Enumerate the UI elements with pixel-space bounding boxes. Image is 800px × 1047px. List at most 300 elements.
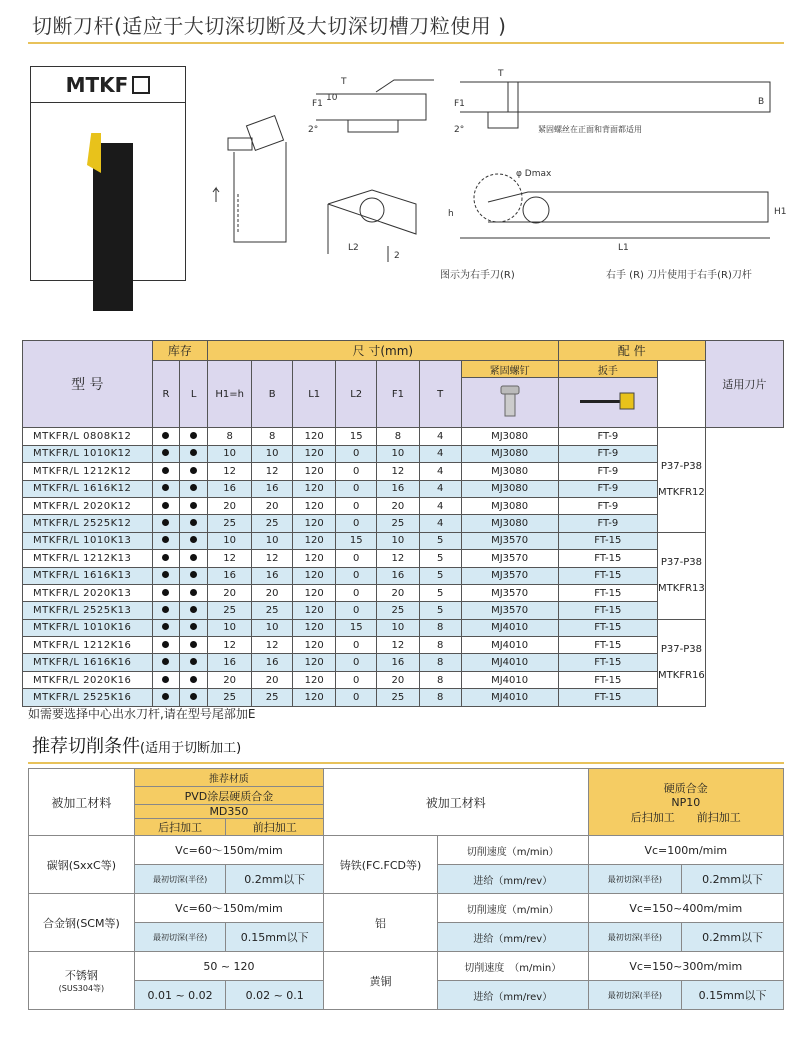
cell-h: 8 bbox=[208, 428, 252, 445]
stock-dot-icon bbox=[162, 554, 169, 561]
stock-cell bbox=[180, 602, 208, 619]
cell-screw: MJ3570 bbox=[461, 567, 558, 584]
right-depth-label: 最初切深(半径) bbox=[588, 981, 682, 1010]
dim-10: 10 bbox=[326, 93, 338, 103]
dim-h1: H1 bbox=[774, 207, 787, 217]
product-code: MTKF bbox=[31, 67, 185, 103]
dim-angle-2: 2° bbox=[454, 125, 465, 135]
stock-cell bbox=[180, 463, 208, 480]
cell-t: 4 bbox=[419, 497, 461, 514]
cell-model: MTKFR/L 2525K13 bbox=[23, 602, 153, 619]
stock-cell bbox=[180, 637, 208, 654]
dim-f1: F1 bbox=[312, 99, 323, 109]
stock-dot-icon bbox=[190, 658, 197, 665]
insert-image bbox=[87, 133, 101, 173]
cell-model: MTKFR/L 1010K12 bbox=[23, 445, 153, 462]
cell-screw: MJ3570 bbox=[461, 584, 558, 601]
cell-model: MTKFR/L 2020K13 bbox=[23, 584, 153, 601]
cell-f1: 25 bbox=[377, 515, 420, 532]
cell-b: 25 bbox=[252, 602, 293, 619]
cell-screw: MJ3080 bbox=[461, 497, 558, 514]
cell-model: MTKFR/L 1010K13 bbox=[23, 532, 153, 549]
dim-f1-2: F1 bbox=[454, 99, 465, 109]
cell-l1: 120 bbox=[293, 463, 336, 480]
cell-l1: 120 bbox=[293, 671, 336, 688]
dim-2: 2 bbox=[394, 251, 400, 261]
stock-dot-icon bbox=[190, 467, 197, 474]
insert-pages: P37-P38 bbox=[660, 643, 702, 655]
cell-t: 8 bbox=[419, 671, 461, 688]
stock-cell bbox=[180, 584, 208, 601]
cell-t: 8 bbox=[419, 689, 461, 706]
square-icon bbox=[132, 76, 150, 94]
left-material: 合金钢(SCM等) bbox=[29, 894, 135, 952]
cell-model: MTKFR/L 0808K12 bbox=[23, 428, 153, 445]
feed-label: 进给（mm/rev） bbox=[438, 981, 589, 1010]
cell-h: 16 bbox=[208, 567, 252, 584]
stock-cell bbox=[152, 550, 180, 567]
col-l2: L2 bbox=[336, 361, 377, 428]
cell-l1: 120 bbox=[293, 584, 336, 601]
cell-t: 5 bbox=[419, 532, 461, 549]
cell-wrench: FT-9 bbox=[558, 445, 657, 462]
stock-cell bbox=[152, 463, 180, 480]
cell-l1: 120 bbox=[293, 654, 336, 671]
left-material-header: 被加工材料 bbox=[29, 769, 135, 836]
right-depth: 0.15mm以下 bbox=[682, 981, 784, 1010]
stock-dot-icon bbox=[190, 606, 197, 613]
cell-b: 10 bbox=[252, 619, 293, 636]
cell-wrench: FT-9 bbox=[558, 480, 657, 497]
cell-screw: MJ3570 bbox=[461, 602, 558, 619]
col-insert: 适用刀片 bbox=[705, 341, 783, 428]
stock-dot-icon bbox=[162, 484, 169, 491]
cell-l1: 120 bbox=[293, 480, 336, 497]
cell-screw: MJ4010 bbox=[461, 671, 558, 688]
cell-l2: 0 bbox=[336, 637, 377, 654]
carbide-header: 硬质合金 NP10 后扫加工 前扫加工 bbox=[588, 769, 783, 836]
col-h1h: H1=h bbox=[208, 361, 252, 428]
stock-dot-icon bbox=[162, 571, 169, 578]
stock-cell bbox=[180, 445, 208, 462]
insert-group bbox=[658, 428, 706, 532]
stock-cell bbox=[152, 584, 180, 601]
stock-dot-icon bbox=[190, 641, 197, 648]
cut-row bbox=[29, 836, 784, 865]
cell-t: 4 bbox=[419, 445, 461, 462]
cell-f1: 8 bbox=[377, 428, 420, 445]
right-material: 铸铁(FC.FCD等) bbox=[324, 836, 438, 894]
cell-l1: 120 bbox=[293, 619, 336, 636]
cell-h: 12 bbox=[208, 463, 252, 480]
col-l: L bbox=[180, 361, 208, 428]
dim-b: B bbox=[758, 97, 765, 107]
left-vc: Vc=60～150m/mim bbox=[134, 836, 323, 865]
cell-l2: 0 bbox=[336, 550, 377, 567]
cell-b: 16 bbox=[252, 567, 293, 584]
recommend-label: 推荐材质 bbox=[134, 769, 323, 787]
stock-cell bbox=[180, 567, 208, 584]
stock-dot-icon bbox=[190, 432, 197, 439]
pvd-label: PVD涂层硬质合金 bbox=[134, 787, 323, 805]
cell-t: 5 bbox=[419, 602, 461, 619]
stock-cell bbox=[152, 602, 180, 619]
cell-h: 25 bbox=[208, 602, 252, 619]
cell-l2: 0 bbox=[336, 671, 377, 688]
stock-cell bbox=[180, 515, 208, 532]
cell-f1: 16 bbox=[377, 654, 420, 671]
cell-screw: MJ3080 bbox=[461, 445, 558, 462]
cell-h: 25 bbox=[208, 515, 252, 532]
col-f1: F1 bbox=[377, 361, 420, 428]
stock-cell bbox=[152, 619, 180, 636]
spec-row bbox=[23, 619, 784, 636]
cell-screw: MJ3570 bbox=[461, 532, 558, 549]
cell-wrench: FT-15 bbox=[558, 671, 657, 688]
stock-cell bbox=[152, 515, 180, 532]
stock-dot-icon bbox=[162, 519, 169, 526]
cell-b: 8 bbox=[252, 428, 293, 445]
cell-b: 12 bbox=[252, 550, 293, 567]
cell-screw: MJ4010 bbox=[461, 689, 558, 706]
cell-b: 20 bbox=[252, 671, 293, 688]
left-vc: Vc=60～150m/mim bbox=[134, 894, 323, 923]
cell-model: MTKFR/L 1010K16 bbox=[23, 619, 153, 636]
stock-cell bbox=[180, 428, 208, 445]
cell-t: 4 bbox=[419, 428, 461, 445]
product-image-box bbox=[30, 66, 186, 281]
cell-model: MTKFR/L 1616K12 bbox=[23, 480, 153, 497]
stock-dot-icon bbox=[162, 693, 169, 700]
stock-cell bbox=[180, 480, 208, 497]
insert-pages: P37-P38 bbox=[660, 461, 702, 473]
spec-row bbox=[23, 532, 784, 549]
cell-t: 4 bbox=[419, 463, 461, 480]
stock-cell bbox=[152, 637, 180, 654]
left-depth-label: 最初切深(半径) bbox=[134, 865, 226, 894]
left-v2: 0.02 ~ 0.1 bbox=[226, 981, 324, 1010]
cell-l2: 0 bbox=[336, 584, 377, 601]
col-stock: 库存 bbox=[152, 341, 207, 361]
col-l1: L1 bbox=[293, 361, 336, 428]
insert-group bbox=[658, 619, 706, 706]
cell-l2: 0 bbox=[336, 445, 377, 462]
stock-cell bbox=[152, 689, 180, 706]
stock-cell bbox=[180, 550, 208, 567]
cell-l2: 15 bbox=[336, 619, 377, 636]
stock-dot-icon bbox=[162, 589, 169, 596]
cell-l2: 0 bbox=[336, 654, 377, 671]
cell-b: 12 bbox=[252, 637, 293, 654]
cell-model: MTKFR/L 2525K12 bbox=[23, 515, 153, 532]
stock-dot-icon bbox=[162, 467, 169, 474]
front-scan-label: 前扫加工 bbox=[226, 819, 324, 836]
col-screw: 紧固螺钉 bbox=[461, 361, 558, 378]
left-material: 不锈钢 (SUS304等) bbox=[29, 952, 135, 1010]
stock-cell bbox=[180, 619, 208, 636]
cell-t: 8 bbox=[419, 619, 461, 636]
cutting-table bbox=[28, 768, 784, 1010]
cell-l2: 0 bbox=[336, 689, 377, 706]
cell-wrench: FT-9 bbox=[558, 463, 657, 480]
cell-screw: MJ4010 bbox=[461, 637, 558, 654]
md-label: MD350 bbox=[134, 805, 323, 819]
stock-dot-icon bbox=[190, 502, 197, 509]
stock-cell bbox=[152, 445, 180, 462]
cell-model: MTKFR/L 1616K16 bbox=[23, 654, 153, 671]
stock-dot-icon bbox=[162, 676, 169, 683]
cell-l1: 120 bbox=[293, 497, 336, 514]
stock-dot-icon bbox=[190, 449, 197, 456]
cell-f1: 10 bbox=[377, 619, 420, 636]
cell-model: MTKFR/L 1616K13 bbox=[23, 567, 153, 584]
dim-l1: L1 bbox=[618, 243, 629, 253]
cell-b: 10 bbox=[252, 532, 293, 549]
cell-h: 20 bbox=[208, 584, 252, 601]
stock-dot-icon bbox=[162, 641, 169, 648]
cell-b: 10 bbox=[252, 445, 293, 462]
cell-wrench: FT-15 bbox=[558, 654, 657, 671]
col-t: T bbox=[419, 361, 461, 428]
stock-dot-icon bbox=[162, 623, 169, 630]
cell-b: 16 bbox=[252, 480, 293, 497]
cell-l1: 120 bbox=[293, 602, 336, 619]
cell-b: 16 bbox=[252, 654, 293, 671]
col-size: 尺 寸(mm) bbox=[208, 341, 559, 361]
speed-label: 切削速度（m/min） bbox=[438, 894, 589, 923]
stock-dot-icon bbox=[162, 658, 169, 665]
screw-note: 紧固螺丝在正面和背面都适用 bbox=[538, 125, 642, 134]
cell-h: 12 bbox=[208, 550, 252, 567]
cell-l1: 120 bbox=[293, 637, 336, 654]
stock-dot-icon bbox=[190, 676, 197, 683]
cell-model: MTKFR/L 1212K16 bbox=[23, 637, 153, 654]
right-material-header: 被加工材料 bbox=[324, 769, 589, 836]
stock-cell bbox=[180, 689, 208, 706]
cell-h: 16 bbox=[208, 654, 252, 671]
right-vc: Vc=100m/mim bbox=[588, 836, 783, 865]
stock-dot-icon bbox=[190, 554, 197, 561]
right-depth: 0.2mm以下 bbox=[682, 923, 784, 952]
stock-dot-icon bbox=[190, 484, 197, 491]
right-material: 铝 bbox=[324, 894, 438, 952]
stock-cell bbox=[152, 567, 180, 584]
dim-l2: L2 bbox=[348, 243, 359, 253]
insert-code: MTKFR13 bbox=[658, 582, 705, 594]
right-vc: Vc=150~400m/mim bbox=[588, 894, 783, 923]
stock-dot-icon bbox=[190, 571, 197, 578]
cell-model: MTKFR/L 2020K16 bbox=[23, 671, 153, 688]
caption-right: 右手 (R) 刀片使用于右手(R)刀杆 bbox=[606, 270, 752, 281]
technical-drawing bbox=[198, 62, 788, 292]
cell-h: 10 bbox=[208, 445, 252, 462]
cutting-title: 推荐切削条件(适用于切断加工) bbox=[32, 736, 242, 757]
col-r: R bbox=[152, 361, 180, 428]
speed-label: 切削速度（m/min） bbox=[438, 836, 589, 865]
stock-cell bbox=[180, 532, 208, 549]
center-coolant-note: 如需要选择中心出水刀杆,请在型号尾部加E bbox=[28, 707, 256, 721]
cell-screw: MJ3080 bbox=[461, 480, 558, 497]
stock-dot-icon bbox=[162, 449, 169, 456]
cell-h: 25 bbox=[208, 689, 252, 706]
stock-dot-icon bbox=[190, 623, 197, 630]
stock-dot-icon bbox=[190, 589, 197, 596]
left-material: 碳钢(SxxC等) bbox=[29, 836, 135, 894]
cell-h: 20 bbox=[208, 671, 252, 688]
cell-h: 10 bbox=[208, 619, 252, 636]
cell-wrench: FT-15 bbox=[558, 689, 657, 706]
cell-l1: 120 bbox=[293, 445, 336, 462]
cell-l1: 120 bbox=[293, 515, 336, 532]
stock-cell bbox=[152, 671, 180, 688]
stock-dot-icon bbox=[162, 606, 169, 613]
cell-wrench: FT-15 bbox=[558, 567, 657, 584]
spec-row bbox=[23, 428, 784, 445]
cell-l2: 15 bbox=[336, 428, 377, 445]
cell-f1: 12 bbox=[377, 463, 420, 480]
cut-row bbox=[29, 894, 784, 923]
col-model: 型 号 bbox=[23, 341, 153, 428]
cell-screw: MJ4010 bbox=[461, 654, 558, 671]
cell-wrench: FT-15 bbox=[558, 532, 657, 549]
wrench-image bbox=[558, 378, 657, 428]
cutting-rule bbox=[28, 762, 784, 764]
cell-t: 5 bbox=[419, 567, 461, 584]
cell-l2: 0 bbox=[336, 567, 377, 584]
cell-h: 20 bbox=[208, 497, 252, 514]
stock-dot-icon bbox=[190, 536, 197, 543]
cell-l1: 120 bbox=[293, 532, 336, 549]
screw-image bbox=[461, 378, 558, 428]
cell-f1: 20 bbox=[377, 671, 420, 688]
cell-f1: 20 bbox=[377, 584, 420, 601]
left-vc: 50 ~ 120 bbox=[134, 952, 323, 981]
cell-f1: 12 bbox=[377, 550, 420, 567]
cell-model: MTKFR/L 1212K12 bbox=[23, 463, 153, 480]
right-material: 黄铜 bbox=[324, 952, 438, 1010]
cell-f1: 10 bbox=[377, 445, 420, 462]
left-v1: 0.01 ~ 0.02 bbox=[134, 981, 226, 1010]
insert-code: MTKFR16 bbox=[658, 669, 705, 681]
right-depth: 0.2mm以下 bbox=[682, 865, 784, 894]
stock-cell bbox=[180, 671, 208, 688]
left-depth: 0.2mm以下 bbox=[226, 865, 324, 894]
cell-b: 20 bbox=[252, 497, 293, 514]
col-parts: 配 件 bbox=[558, 341, 705, 361]
stock-cell bbox=[152, 428, 180, 445]
cell-l1: 120 bbox=[293, 567, 336, 584]
stock-cell bbox=[152, 654, 180, 671]
cell-t: 5 bbox=[419, 550, 461, 567]
page-title: 切断刀杆(适应于大切深切断及大切深切槽刀粒使用 ) bbox=[32, 14, 507, 38]
cell-t: 4 bbox=[419, 515, 461, 532]
dim-angle: 2° bbox=[308, 125, 319, 135]
cell-t: 8 bbox=[419, 654, 461, 671]
screw-icon bbox=[499, 384, 521, 418]
cell-t: 4 bbox=[419, 480, 461, 497]
cell-h: 12 bbox=[208, 637, 252, 654]
cell-l2: 0 bbox=[336, 480, 377, 497]
cell-t: 5 bbox=[419, 584, 461, 601]
speed-label: 切削速度 （m/min） bbox=[438, 952, 589, 981]
col-wrench: 扳手 bbox=[558, 361, 657, 378]
cell-l1: 120 bbox=[293, 428, 336, 445]
cell-wrench: FT-9 bbox=[558, 497, 657, 514]
cell-screw: MJ3080 bbox=[461, 515, 558, 532]
cell-model: MTKFR/L 2525K16 bbox=[23, 689, 153, 706]
col-b: B bbox=[252, 361, 293, 428]
stock-cell bbox=[152, 497, 180, 514]
dim-dmax: φ Dmax bbox=[516, 169, 552, 179]
cell-wrench: FT-9 bbox=[558, 428, 657, 445]
right-vc: Vc=150~300m/mim bbox=[588, 952, 783, 981]
feed-label: 进给（mm/rev） bbox=[438, 923, 589, 952]
cell-f1: 25 bbox=[377, 689, 420, 706]
cell-wrench: FT-15 bbox=[558, 550, 657, 567]
back-scan-label: 后扫加工 bbox=[134, 819, 226, 836]
dim-t: T bbox=[341, 77, 347, 87]
cell-l2: 0 bbox=[336, 463, 377, 480]
cell-model: MTKFR/L 2020K12 bbox=[23, 497, 153, 514]
cell-l1: 120 bbox=[293, 550, 336, 567]
cell-f1: 16 bbox=[377, 480, 420, 497]
cell-wrench: FT-15 bbox=[558, 619, 657, 636]
caption-left: 图示为右手刀(R) bbox=[440, 270, 515, 281]
cell-wrench: FT-15 bbox=[558, 584, 657, 601]
stock-cell bbox=[180, 654, 208, 671]
cell-b: 25 bbox=[252, 689, 293, 706]
cell-screw: MJ4010 bbox=[461, 619, 558, 636]
stock-dot-icon bbox=[162, 502, 169, 509]
dim-h: h bbox=[448, 209, 454, 219]
feed-label: 进给（mm/rev） bbox=[438, 865, 589, 894]
cell-wrench: FT-9 bbox=[558, 515, 657, 532]
left-depth: 0.15mm以下 bbox=[226, 923, 324, 952]
title-rule bbox=[28, 42, 784, 44]
cell-f1: 20 bbox=[377, 497, 420, 514]
cell-l1: 120 bbox=[293, 689, 336, 706]
insert-group bbox=[658, 532, 706, 619]
cell-f1: 25 bbox=[377, 602, 420, 619]
wrench-icon bbox=[578, 391, 638, 411]
cell-wrench: FT-15 bbox=[558, 602, 657, 619]
insert-pages: P37-P38 bbox=[660, 556, 702, 568]
left-depth-label: 最初切深(半径) bbox=[134, 923, 226, 952]
cell-b: 25 bbox=[252, 515, 293, 532]
spec-table bbox=[22, 340, 784, 707]
dim-t-2: T bbox=[498, 69, 504, 79]
cell-h: 16 bbox=[208, 480, 252, 497]
stock-dot-icon bbox=[162, 536, 169, 543]
cell-f1: 12 bbox=[377, 637, 420, 654]
cell-screw: MJ3570 bbox=[461, 550, 558, 567]
cell-wrench: FT-15 bbox=[558, 637, 657, 654]
cell-f1: 10 bbox=[377, 532, 420, 549]
stock-cell bbox=[152, 480, 180, 497]
cell-b: 20 bbox=[252, 584, 293, 601]
cell-l2: 0 bbox=[336, 515, 377, 532]
stock-dot-icon bbox=[162, 432, 169, 439]
insert-code: MTKFR12 bbox=[658, 487, 705, 499]
cell-l2: 15 bbox=[336, 532, 377, 549]
stock-cell bbox=[180, 497, 208, 514]
right-depth-label: 最初切深(半径) bbox=[588, 923, 682, 952]
stock-dot-icon bbox=[190, 693, 197, 700]
cell-model: MTKFR/L 1212K13 bbox=[23, 550, 153, 567]
stock-cell bbox=[152, 532, 180, 549]
stock-dot-icon bbox=[190, 519, 197, 526]
cell-screw: MJ3080 bbox=[461, 428, 558, 445]
